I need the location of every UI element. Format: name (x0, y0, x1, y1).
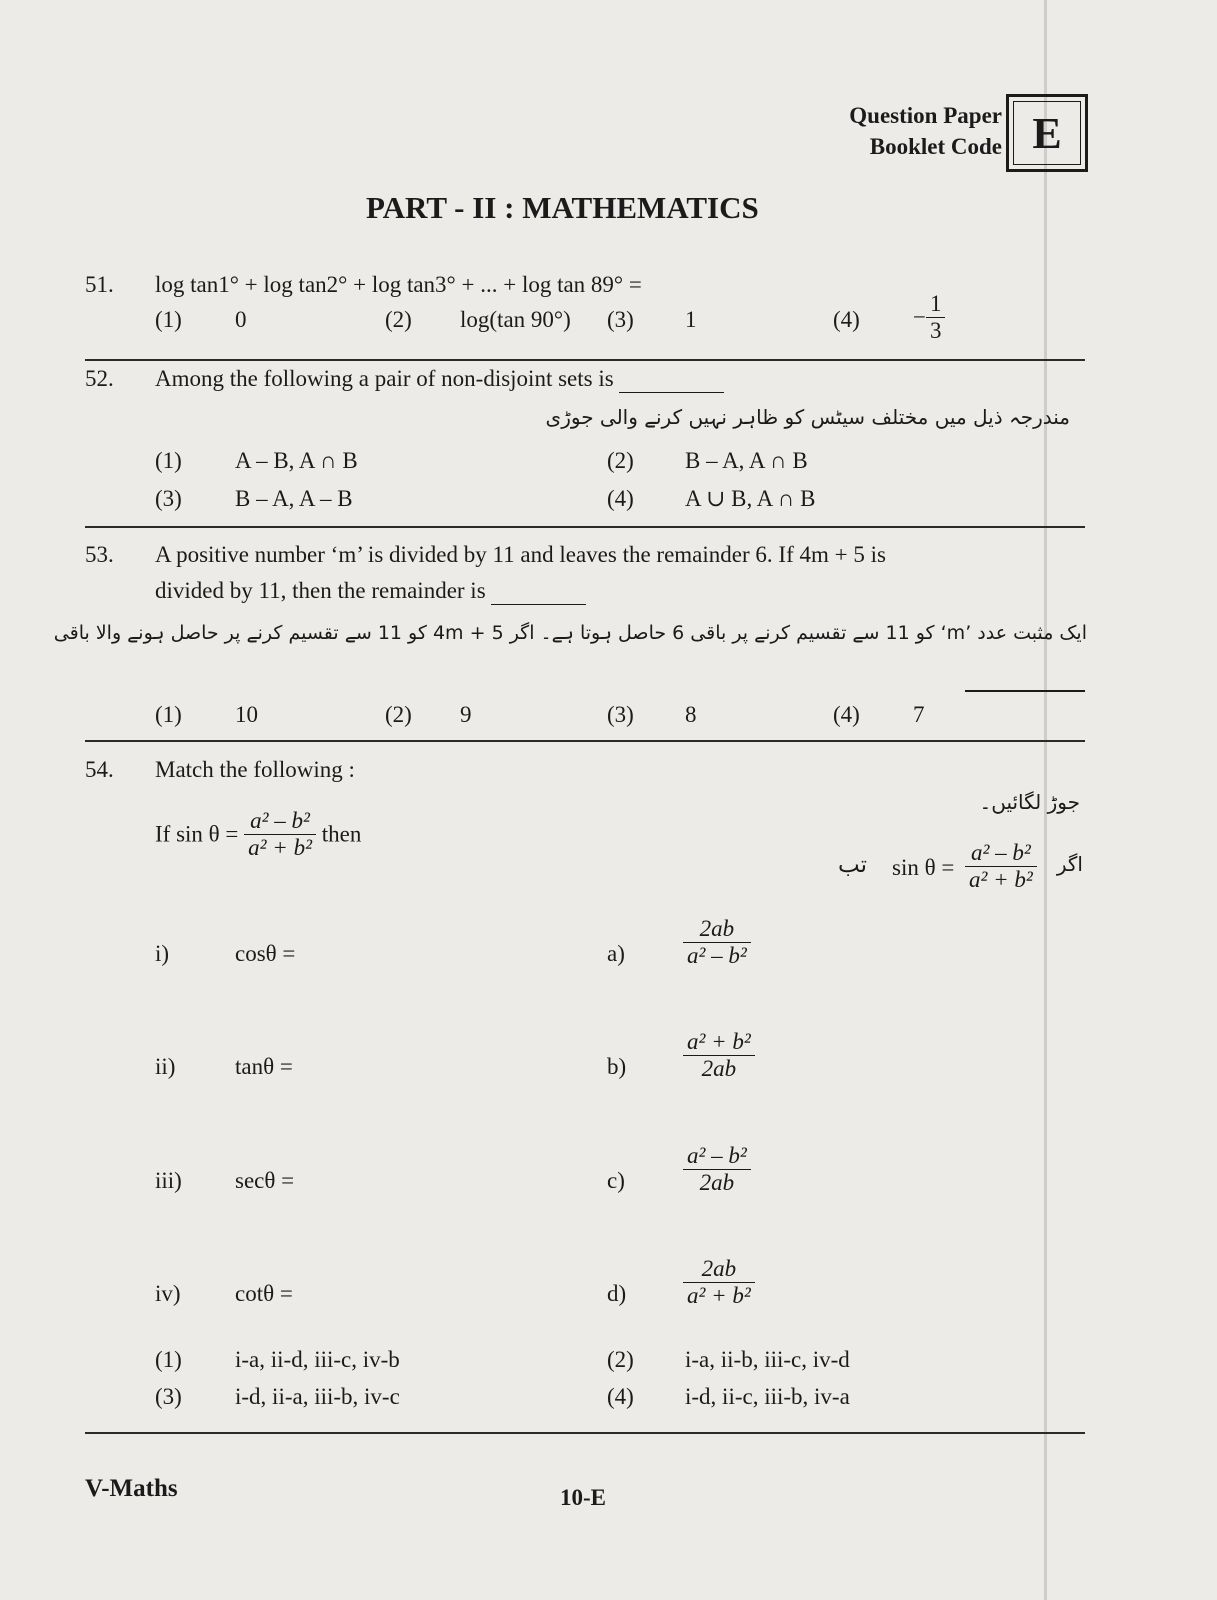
q54-urdu-title: جوڑ لگائیں۔ (979, 790, 1080, 814)
booklet-code-box (1006, 94, 1088, 172)
code-label-line2: Booklet Code (869, 134, 1002, 159)
q51-option3-number: (3) (607, 307, 634, 332)
q54-option3-number: (3) (155, 1384, 182, 1409)
q52-option4-number: (4) (607, 486, 634, 511)
q52-option2-number: (2) (607, 448, 634, 473)
q51-option1: 0 (235, 307, 247, 332)
q54-condition-fraction: $\frac{\text{a² – b²}}{\text{a² + b²}}$ (244, 808, 316, 861)
q52-option3: B – A, A – B (235, 486, 353, 511)
q52-option4: A ∪ B, A ∩ B (685, 486, 816, 511)
q52-text (155, 366, 724, 393)
q53-urdu-text: ایک مثبت عدد ’m‘ کو 11 سے تقسیم کرنے پر باقی 6 حاصل ہوتا ہے۔ اگر 4m + 5 کو 11 سے تقسیم کرنے پر حاصل ہونے والا باقی (53, 622, 1087, 644)
code-label-line1: Question Paper (849, 103, 1002, 128)
part-title: PART - II : MATHEMATICS (366, 190, 759, 225)
divider-q52 (85, 526, 1085, 528)
match-right-label-d: d) (607, 1281, 627, 1306)
q53-option2-number: (2) (385, 702, 412, 727)
q54-condition (155, 808, 361, 861)
q54-option1-number: (1) (155, 1347, 182, 1372)
match-right-label-a: a) (607, 941, 625, 966)
q53-line2 (155, 578, 586, 605)
q54-condition-if: If sin θ = (155, 821, 239, 847)
q54-urdu-if: اگر (1056, 852, 1083, 876)
match-right-fraction-c: $\frac{\text{a² – b²}}{2ab}$ (683, 1143, 751, 1196)
q52-option1-number: (1) (155, 448, 182, 473)
q52-text-content: Among the following a pair of non-disjoint sets is (155, 366, 614, 391)
divider-q54 (85, 1432, 1085, 1434)
match-left-expr-2: tanθ = (235, 1054, 293, 1079)
q51-option4 (913, 291, 945, 344)
q51-text: log tan1° + log tan2° + log tan3° + ... + log tan 89° = (155, 272, 642, 297)
q54-urdu-sin: sin θ = (892, 855, 955, 880)
q54-option2: i-a, ii-b, iii-c, iv-d (685, 1347, 850, 1372)
q51-option4-sign: − (913, 304, 926, 330)
q51-option2-number: (2) (385, 307, 412, 332)
q52-number: 52. (85, 366, 114, 391)
match-right-label-c: c) (607, 1168, 625, 1193)
q54-option3: i-d, ii-a, iii-b, iv-c (235, 1384, 400, 1409)
q53-blank (491, 578, 586, 605)
booklet-code: E (1013, 101, 1081, 165)
q53-number: 53. (85, 542, 114, 567)
q52-blank (619, 366, 724, 393)
q51-option2: log(tan 90°) (460, 307, 571, 332)
q53-option4: 7 (913, 702, 925, 727)
match-right-fraction-b: $\frac{\text{a² + b²}}{2ab}$ (683, 1029, 755, 1082)
q54-number: 54. (85, 757, 114, 782)
footer-subject: V-Maths (85, 1475, 178, 1502)
q54-condition-then: then (321, 821, 362, 847)
booklet-code-label (780, 100, 1002, 162)
q53-option1-number: (1) (155, 702, 182, 727)
q53-option3-number: (3) (607, 702, 634, 727)
q51-option3: 1 (685, 307, 697, 332)
q54-urdu-then: تب (838, 852, 867, 877)
match-left-expr-4: cotθ = (235, 1281, 293, 1306)
q54-option2-number: (2) (607, 1347, 634, 1372)
q52-option2: B – A, A ∩ B (685, 448, 808, 473)
q53-option4-number: (4) (833, 702, 860, 727)
q52-option1: A – B, A ∩ B (235, 448, 358, 473)
q53-line2-content: divided by 11, then the remainder is (155, 578, 486, 603)
match-left-label-4: iv) (155, 1281, 181, 1306)
footer-page-number: 10-E (560, 1485, 606, 1510)
match-right-fraction-a: $\frac{2ab}{\text{a² – b²}}$ (683, 916, 751, 969)
q53-option2: 9 (460, 702, 472, 727)
match-left-label-3: iii) (155, 1168, 182, 1193)
q51-option4-fraction: $\frac{1}{3}$ (926, 291, 946, 344)
q54-option1: i-a, ii-d, iii-c, iv-b (235, 1347, 400, 1372)
q54-option4: i-d, ii-c, iii-b, iv-a (685, 1384, 850, 1409)
q52-urdu-text: مندرجہ ذیل میں مختلف سیٹس کو ظاہر نہیں کرنے والی جوڑی (545, 405, 1070, 429)
match-right-label-b: b) (607, 1054, 627, 1079)
match-left-label-1: i) (155, 941, 170, 966)
q53-line1: A positive number ‘m’ is divided by 11 and leaves the remainder 6. If 4m + 5 is (155, 542, 886, 567)
divider-q53 (85, 740, 1085, 742)
q53-option1: 10 (235, 702, 258, 727)
q54-urdu-fraction: $\frac{\text{a² – b²}}{\text{a² + b²}}$ (965, 840, 1037, 893)
match-left-expr-1: cosθ = (235, 941, 296, 966)
q51-number: 51. (85, 272, 114, 297)
q53-option3: 8 (685, 702, 697, 727)
match-right-fraction-d: $\frac{2ab}{\text{a² + b²}}$ (683, 1256, 755, 1309)
match-left-expr-3: secθ = (235, 1168, 295, 1193)
divider-q51 (85, 359, 1085, 361)
q54-text: Match the following : (155, 757, 355, 782)
q52-option3-number: (3) (155, 486, 182, 511)
match-left-label-2: ii) (155, 1054, 176, 1079)
q54-option4-number: (4) (607, 1384, 634, 1409)
q51-option4-number: (4) (833, 307, 860, 332)
q53-urdu-blank (965, 690, 1085, 692)
q51-option1-number: (1) (155, 307, 182, 332)
